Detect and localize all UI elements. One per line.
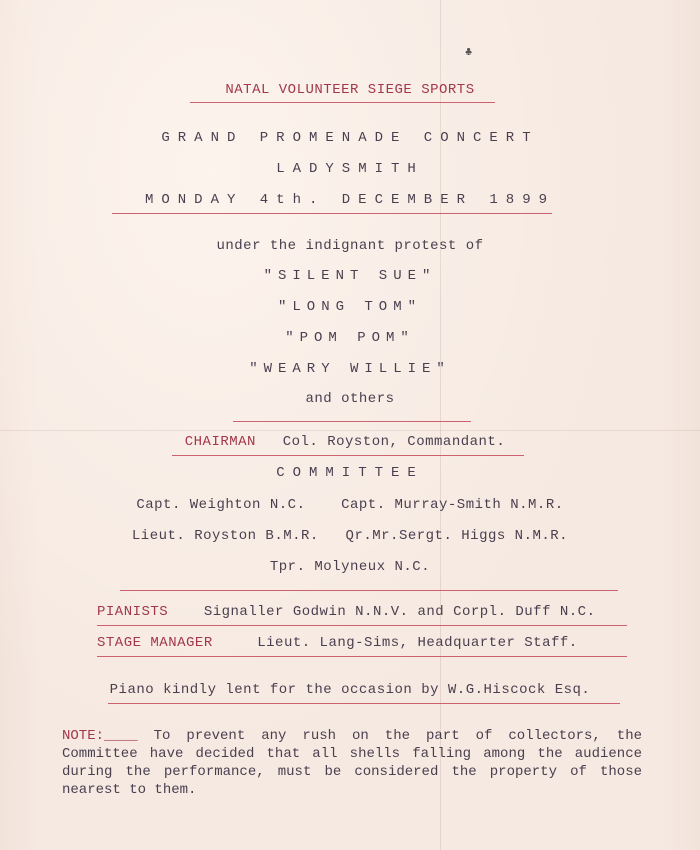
pianists-label: PIANISTS [97,604,169,620]
event-place: LADYSMITH [276,161,424,177]
event-name: GRAND PROMENADE CONCERT [161,130,539,146]
stage-manager-line [97,635,657,651]
gun-weary-willie: "WEARY WILLIE" [249,361,451,377]
chairman-value: Col. Royston, Commandant. [282,434,506,450]
ink-mark-icon: ♣ [465,45,473,59]
paper-fold-horizontal [0,430,700,431]
pianists-value: Signaller Godwin N.N.V. and Corpl. Duff N.C. [203,604,596,620]
stage-manager-underline [97,656,627,657]
stage-manager-value: Lieut. Lang-Sims, Headquarter Staff. [257,635,578,651]
title-underline [190,102,495,103]
gun-long-tom: "LONG TOM" [277,299,422,315]
chairman-overline [233,421,471,422]
document-title: NATAL VOLUNTEER SIEGE SPORTS [225,82,475,98]
committee-title: COMMITTEE [276,465,424,481]
piano-credit-underline [108,703,620,704]
committee-member: Lieut. Royston B.M.R. [131,528,319,544]
note-text: To prevent any rush on the part of collectors, the Committee have decided that all shells falling among the audience during the performance, must be considered the property of those nearest to them. [62,728,642,798]
committee-member: Qr.Mr.Sergt. Higgs N.M.R. [345,528,569,544]
chairman-underline [172,455,524,456]
paper-fold-vertical [440,0,441,850]
committee-member: Capt. Murray-Smith N.M.R. [341,497,564,513]
committee-row-1 [0,497,700,513]
committee-member: Capt. Weighton N.C. [136,497,306,513]
note-label: NOTE: [62,728,105,744]
event-date: MONDAY 4th. DECEMBER 1899 [144,192,556,208]
stage-manager-label: STAGE MANAGER [97,635,213,651]
chairman-line [0,434,695,450]
pianists-underline [97,625,627,626]
gun-pom-pom: "POM POM" [285,330,415,346]
piano-credit: Piano kindly lent for the occasion by W.G.Hiscock Esq. [109,682,591,698]
committee-row-3: Tpr. Molyneux N.C. [269,559,431,575]
committee-underline [120,590,618,591]
chairman-label: CHAIRMAN [184,434,256,450]
date-underline [112,213,552,214]
protest-outro: and others [305,391,395,407]
note-dash: ____ [104,728,154,744]
committee-row-2 [0,528,700,544]
pianists-line [97,604,657,620]
protest-intro: under the indignant protest of [216,238,484,254]
gun-silent-sue: "SILENT SUE" [263,268,437,284]
committee-note [62,727,642,799]
